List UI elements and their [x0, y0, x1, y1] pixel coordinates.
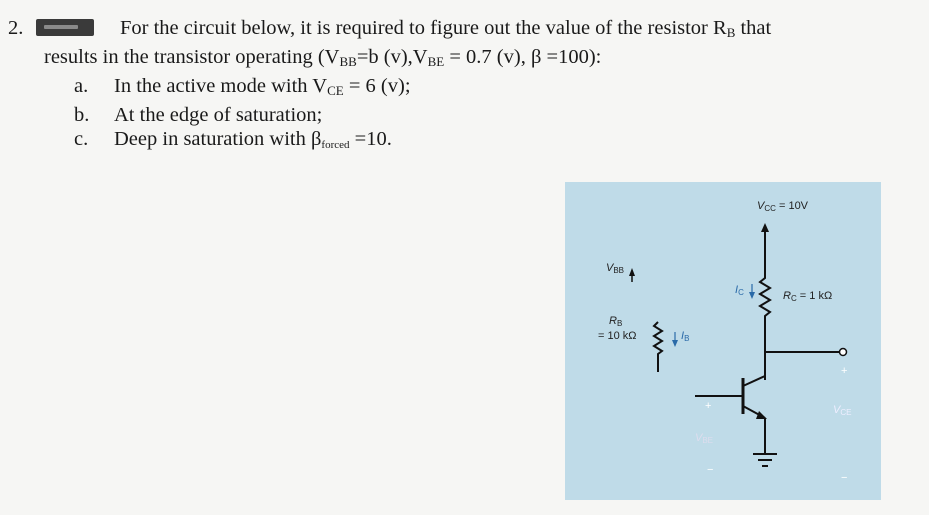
rc-resistor	[760, 246, 770, 332]
problem-item-c: c. Deep in saturation with $\beta_{forced} =10$.	[74, 128, 392, 151]
circuit-diagram	[565, 182, 881, 500]
vcc-arrow	[761, 223, 769, 232]
vbb-arrow	[629, 268, 635, 276]
ib-label: $I_B$	[681, 330, 690, 343]
vce-label: $V_{CE}$	[833, 404, 852, 417]
vbb-label: $V_{BB}$	[606, 262, 625, 275]
problem-line-2: results in the transistor operating ($V_{BB}=b$ $(v),V_{BE} = 0.7$ (v), β =100):	[44, 46, 602, 69]
problem-statement	[8, 16, 908, 157]
output-terminal	[840, 349, 847, 356]
ib-arrow	[672, 340, 678, 347]
ic-arrow	[749, 292, 755, 299]
vce-plus: +	[841, 365, 848, 377]
vbe-minus: −	[707, 464, 714, 476]
vce-minus: −	[841, 472, 848, 484]
problem-item-b: b. At the edge of saturation;	[74, 104, 323, 126]
problem-item-a: a. In the active mode with $V_{CE} = 6$ (v);	[74, 75, 411, 98]
problem-number: 2.	[8, 17, 24, 39]
rb-resistor	[654, 322, 662, 372]
vbe-label: $V_{BE}$	[695, 432, 714, 445]
emitter-arrow	[756, 411, 767, 419]
problem-text-1: For the circuit below, it is required to figure out the value of the resistor R	[120, 17, 727, 39]
rb-subscript: B	[726, 25, 736, 40]
vbe-plus: +	[705, 400, 712, 412]
problem-line-1: 2. For the circuit below, it is required to figure out the value of the resistor $R_B$ that	[8, 17, 772, 40]
transistor-collector	[743, 376, 765, 386]
vcc-label: $V_{CC} = 10V$	[757, 200, 809, 213]
ic-label: $I_C$	[735, 284, 744, 297]
redaction-mark	[36, 19, 94, 36]
rb-label: $R_B$	[609, 315, 623, 328]
rb-value: = 10 kΩ	[598, 330, 637, 342]
rc-label: $R_C = 1$ kΩ	[783, 290, 833, 303]
